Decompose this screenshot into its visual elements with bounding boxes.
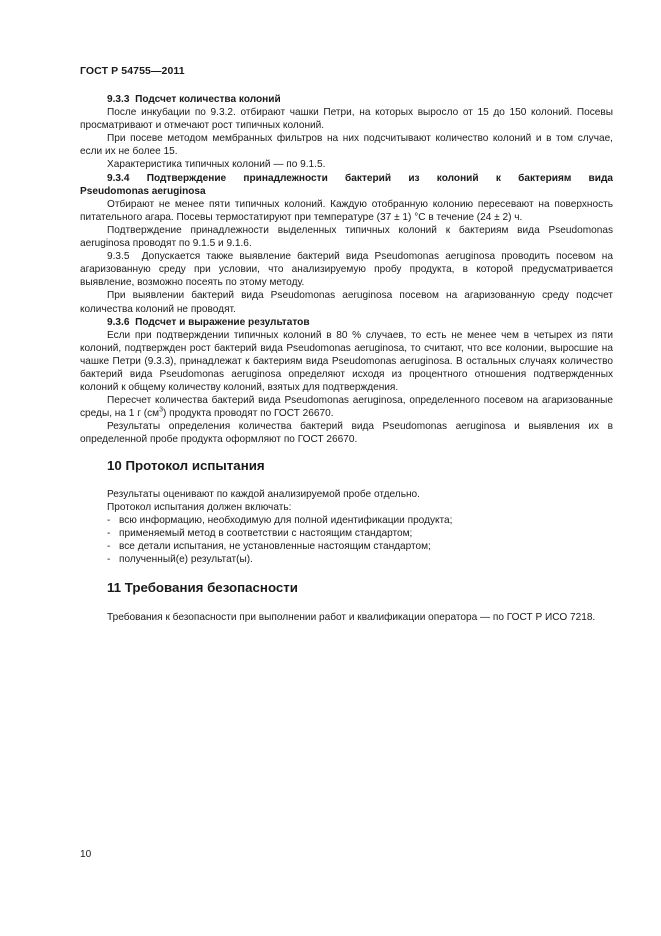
paragraph: Если при подтверждении типичных колоний в 80 % случаев, то есть не менее чем в четырех из пяти колоний, подтвержден рост бактерий вида Pseudomonas aeruginosa, то считают, что все колонии, выросшие на чашке Петри (9.3.3), принадлежат к бактериям вида Pseudomonas aeruginosa. В остальных случаях количество бактерий вида Pseudomonas aeruginosa определяют исходя из процентного отношения подтвержденных колоний к общему количеству колоний, взятых для подтверждения. xyxy=(80,329,613,394)
list-item-text: все детали испытания, не установленные настоящим стандартом; xyxy=(119,541,431,553)
paragraph xyxy=(80,394,613,420)
clause-number: 9.3.5 xyxy=(107,251,130,263)
dash-bullet: - xyxy=(107,541,111,553)
text-span: Пересчет количества бактерий вида Pseudomonas aeruginosa, определенного посевом на агаризованные среды, на 1 г (см xyxy=(80,395,613,420)
dash-bullet: - xyxy=(107,528,111,540)
text-span: ) продукта проводят по ГОСТ 26670. xyxy=(162,408,334,420)
paragraph: Протокол испытания должен включать: xyxy=(107,502,292,514)
paragraph: После инкубации по 9.3.2. отбирают чашки Петри, на которых выросло от 15 до 150 колоний. Посевы просматривают и отмечают рост типичных колоний. xyxy=(80,107,613,132)
dash-bullet: - xyxy=(107,515,111,527)
section-10-body xyxy=(80,488,613,567)
paragraph: При выявлении бактерий вида Pseudomonas aeruginosa посевом на агаризованную среду подсчет количества колоний не проводят. xyxy=(80,290,613,315)
section-9-3-body xyxy=(80,93,613,447)
heading-text: Подтверждение принадлежности бактерий из колоний к бактериям вида xyxy=(146,172,613,184)
heading-text: Подсчет количества колоний xyxy=(135,94,281,105)
paragraph: Требования к безопасности при выполнении работ и квалификации оператора — по ГОСТ Р ИСО 7218. xyxy=(107,612,596,623)
heading-9-3-6 xyxy=(80,316,613,329)
paragraph: При посеве методом мембранных фильтров на них подсчитывают количество колоний и в том случае, если их не более 15. xyxy=(80,133,613,158)
heading-number: 9.3.4 xyxy=(107,172,130,184)
heading-9-3-4-cont: Pseudomonas aeruginosa xyxy=(80,185,206,197)
paragraph: Подтверждение принадлежности выделенных типичных колоний к бактериям вида Pseudomonas aeruginosa проводят по 9.1.5 и 9.1.6. xyxy=(80,224,613,250)
list-item xyxy=(80,514,613,527)
section-11-body xyxy=(80,611,613,624)
list-item xyxy=(80,540,613,553)
list-item xyxy=(80,553,613,566)
heading-9-3-4 xyxy=(80,172,613,185)
section-11-title: 11 Требования безопасности xyxy=(107,580,298,595)
heading-9-3-3 xyxy=(80,93,613,106)
list-item-text: полученный(е) результат(ы). xyxy=(119,554,253,566)
document-code: ГОСТ Р 54755—2011 xyxy=(80,65,185,77)
list-item xyxy=(80,527,613,540)
paragraph: Результаты оценивают по каждой анализируемой пробе отдельно. xyxy=(107,489,420,500)
paragraph: Результаты определения количества бактерий вида Pseudomonas aeruginosa и выявления их в определенной пробе продукта оформляют по ГОСТ 26670. xyxy=(80,421,613,446)
section-10-title: 10 Протокол испытания xyxy=(107,458,265,473)
page-number: 10 xyxy=(80,849,92,860)
paragraph: Отбирают не менее пяти типичных колоний. Каждую отобранную колонию пересевают на поверхность питательного агара. Посевы термостатируют при температуре (37 ± 1) °С в течение (24 ± 2) ч. xyxy=(80,198,613,223)
dash-bullet: - xyxy=(107,554,111,566)
heading-text: Подсчет и выражение результатов xyxy=(135,316,310,328)
paragraph-9-3-5 xyxy=(80,250,613,289)
paragraph: Характеристика типичных колоний — по 9.1.5. xyxy=(107,159,326,171)
heading-number: 9.3.3 xyxy=(107,94,130,105)
clause-text: Допускается также выявление бактерий вида Pseudomonas aeruginosa проводить посевом на агаризованную среду при условии, что анализируемую пробу продукта, в которой предусматривается выявление, возможно посеять по этому методу. xyxy=(80,251,613,289)
superscript: 3 xyxy=(159,406,163,414)
heading-number: 9.3.6 xyxy=(107,316,130,328)
list-item-text: всю информацию, необходимую для полной идентификации продукта; xyxy=(119,515,453,527)
list-item-text: применяемый метод в соответствии с настоящим стандартом; xyxy=(119,528,413,540)
